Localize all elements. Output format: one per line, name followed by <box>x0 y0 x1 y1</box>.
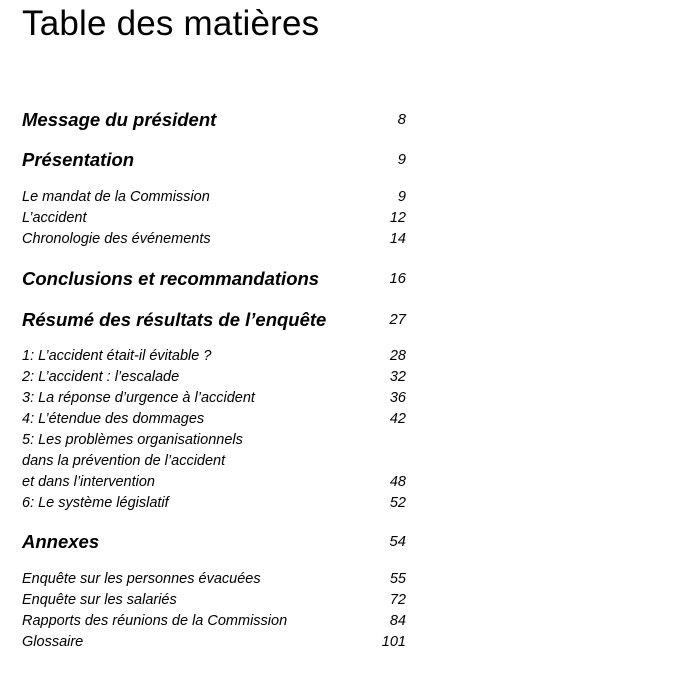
toc-entry-5-line-3[interactable] <box>22 472 406 492</box>
toc-entry-page: 28 <box>389 348 406 364</box>
toc-entry-page: 48 <box>389 474 406 490</box>
toc-entry-page: 54 <box>389 533 406 550</box>
toc-entry-resume[interactable] <box>22 308 406 332</box>
page-title: Table des matières <box>22 4 320 43</box>
toc-entry-page: 32 <box>389 369 406 385</box>
toc-entry-glossaire[interactable] <box>22 632 406 652</box>
toc-entry-rapports[interactable] <box>22 611 406 631</box>
toc-entry-label: Message du président <box>22 109 217 130</box>
toc-entry-page: 52 <box>389 495 406 511</box>
toc-entry-label: 4: L’étendue des dommages <box>22 411 205 427</box>
toc-entry-page: 8 <box>397 111 406 128</box>
toc-entry-label: Enquête sur les personnes évacuées <box>22 571 261 587</box>
toc-entry-annexes[interactable] <box>22 530 406 554</box>
toc-entry-page: 9 <box>397 151 406 168</box>
toc-entry-label: Résumé des résultats de l’enquête <box>22 309 327 330</box>
toc-entry-4[interactable] <box>22 409 406 429</box>
toc-entry-page: 14 <box>389 231 406 247</box>
toc-entry-label: Conclusions et recommandations <box>22 268 320 289</box>
toc-entry-page: 55 <box>389 571 406 587</box>
toc-entry-page: 101 <box>381 634 406 650</box>
toc-entry-page: 16 <box>389 270 406 287</box>
toc-entry-mandat[interactable] <box>22 187 406 207</box>
toc-entry-evacuees[interactable] <box>22 569 406 589</box>
toc-entry-label: 2: L’accident : l’escalade <box>22 369 180 385</box>
toc-entry-label: 3: La réponse d’urgence à l’accident <box>22 390 255 406</box>
toc-entry-page: 36 <box>389 390 406 406</box>
toc-entry-salaries[interactable] <box>22 590 406 610</box>
toc-entry-page: 42 <box>389 411 406 427</box>
toc-entry-label: dans la prévention de l’accident <box>22 453 226 469</box>
toc-entry-3[interactable] <box>22 388 406 408</box>
toc-entry-message-du-president[interactable] <box>22 108 406 132</box>
toc-entry-page: 84 <box>389 613 406 629</box>
toc-entry-label: Enquête sur les salariés <box>22 592 177 608</box>
toc-entry-chronologie[interactable] <box>22 229 406 249</box>
toc-entry-label: Glossaire <box>22 634 84 650</box>
toc-entry-label: 6: Le système législatif <box>22 495 169 511</box>
toc-entry-accident[interactable] <box>22 208 406 228</box>
toc-entry-page: 27 <box>389 311 406 328</box>
toc-entry-presentation[interactable] <box>22 148 406 172</box>
toc-entry-label: L’accident <box>22 210 87 226</box>
toc-entry-label: 5: Les problèmes organisationnels <box>22 432 243 448</box>
toc-entry-2[interactable] <box>22 367 406 387</box>
toc-entry-1[interactable] <box>22 346 406 366</box>
toc-entry-label: 1: L’accident était-il évitable ? <box>22 348 212 364</box>
toc-entry-5-line-2[interactable] <box>22 451 406 471</box>
toc-entry-page: 12 <box>389 210 406 226</box>
toc-entry-page: 72 <box>389 592 406 608</box>
toc-entry-5[interactable] <box>22 430 406 450</box>
toc-entry-conclusions[interactable] <box>22 267 406 291</box>
toc-entry-label: Présentation <box>22 149 135 170</box>
toc-entry-label: et dans l’intervention <box>22 474 155 490</box>
toc-entry-label: Le mandat de la Commission <box>22 189 210 205</box>
toc-entry-6[interactable] <box>22 493 406 513</box>
toc-entry-label: Chronologie des événements <box>22 231 211 247</box>
toc-entry-page: 9 <box>397 189 406 205</box>
toc-entry-label: Annexes <box>22 531 100 552</box>
toc-entry-label: Rapports des réunions de la Commission <box>22 613 288 629</box>
